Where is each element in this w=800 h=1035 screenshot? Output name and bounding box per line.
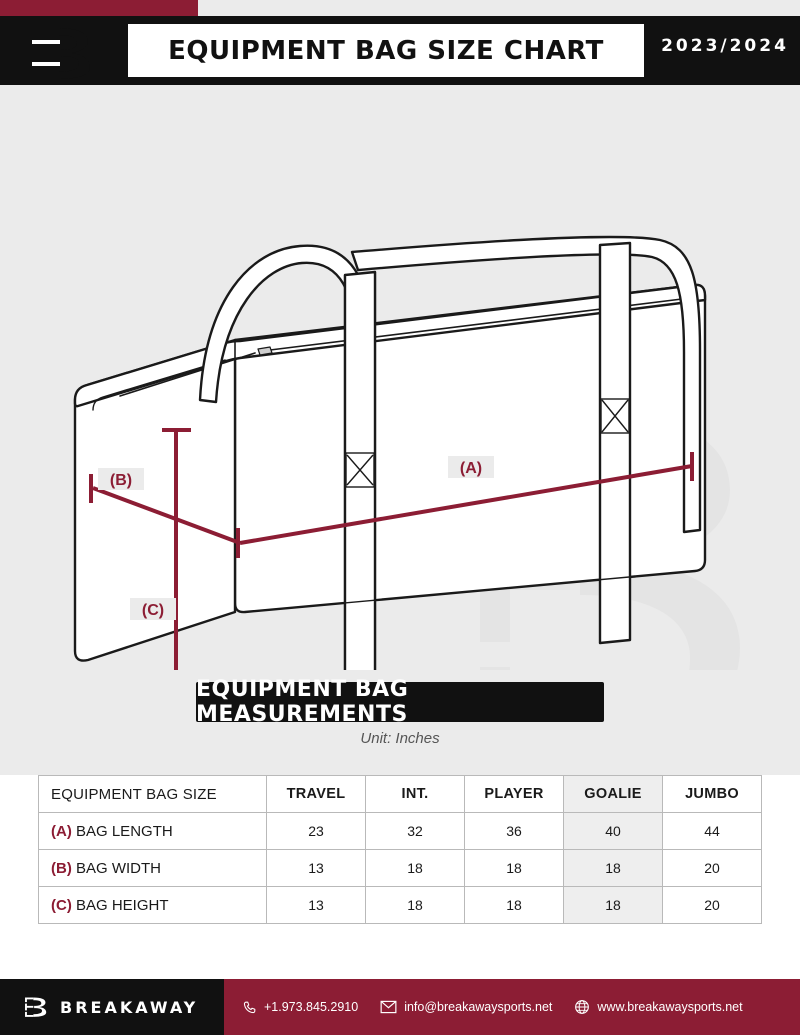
measurements-table <box>38 775 762 924</box>
row-tag-a: (A) <box>51 822 72 840</box>
bag-diagram <box>0 100 800 670</box>
row-text-c: BAG HEIGHT <box>76 896 169 914</box>
column-header-size: EQUIPMENT BAG SIZE <box>39 776 267 813</box>
cell-c-jumbo: 20 <box>663 887 762 924</box>
cell-a-int: 32 <box>366 813 465 850</box>
measurements-title: EQUIPMENT BAG MEASUREMENTS <box>196 677 409 727</box>
cell-b-goalie: 18 <box>564 850 663 887</box>
page-title-box <box>128 24 644 77</box>
season-year: 2023/2024 <box>661 36 789 56</box>
footer-website[interactable] <box>574 999 742 1015</box>
table-row <box>39 887 762 924</box>
cell-a-player: 36 <box>465 813 564 850</box>
envelope-icon <box>380 1000 397 1014</box>
column-header-player: PLAYER <box>465 776 564 813</box>
label-c: (C) <box>141 602 165 619</box>
cell-b-travel: 13 <box>267 850 366 887</box>
duffel-bag-illustration <box>0 100 800 670</box>
cell-a-jumbo: 44 <box>663 813 762 850</box>
column-header-int: INT. <box>366 776 465 813</box>
row-label-bag-length <box>39 813 267 850</box>
cell-c-int: 18 <box>366 887 465 924</box>
measurements-title-box <box>196 677 604 727</box>
row-text-a: BAG LENGTH <box>76 822 173 840</box>
label-b: (B) <box>109 472 133 489</box>
breakaway-b-logo-icon <box>22 992 50 1022</box>
footer-website-text: www.breakawaysports.net <box>597 1000 743 1014</box>
table-header-row <box>39 776 762 813</box>
label-a: (A) <box>459 460 483 477</box>
page-title: EQUIPMENT BAG SIZE CHART <box>168 35 604 66</box>
page-footer <box>0 979 800 1035</box>
footer-phone[interactable] <box>242 1000 358 1015</box>
table-row <box>39 850 762 887</box>
footer-contact-block <box>224 979 800 1035</box>
cell-b-player: 18 <box>465 850 564 887</box>
cell-c-player: 18 <box>465 887 564 924</box>
footer-email[interactable] <box>380 1000 552 1014</box>
measurements-table-wrap <box>0 775 800 924</box>
unit-note: Unit: Inches <box>360 730 440 747</box>
cell-b-int: 18 <box>366 850 465 887</box>
footer-brand-name: BREAKAWAY <box>60 997 199 1017</box>
cell-c-travel: 13 <box>267 887 366 924</box>
footer-brand-block <box>0 979 224 1035</box>
header-accent-bar <box>0 0 198 16</box>
column-header-goalie: GOALIE <box>564 776 663 813</box>
globe-icon <box>574 999 590 1015</box>
cell-c-goalie: 18 <box>564 887 663 924</box>
cell-b-jumbo: 20 <box>663 850 762 887</box>
phone-icon <box>242 1000 257 1015</box>
row-label-bag-height <box>39 887 267 924</box>
measurements-header <box>0 670 800 775</box>
table-row <box>39 813 762 850</box>
column-header-travel: TRAVEL <box>267 776 366 813</box>
cell-a-travel: 23 <box>267 813 366 850</box>
row-tag-c: (C) <box>51 896 72 914</box>
row-text-b: BAG WIDTH <box>76 859 161 877</box>
footer-phone-text: +1.973.845.2910 <box>264 1000 359 1014</box>
column-header-jumbo: JUMBO <box>663 776 762 813</box>
breakaway-b-logo-icon <box>26 22 100 84</box>
footer-email-text: info@breakawaysports.net <box>404 1000 553 1014</box>
row-label-bag-width <box>39 850 267 887</box>
row-tag-b: (B) <box>51 859 72 877</box>
cell-a-goalie: 40 <box>564 813 663 850</box>
page-header <box>0 0 800 100</box>
